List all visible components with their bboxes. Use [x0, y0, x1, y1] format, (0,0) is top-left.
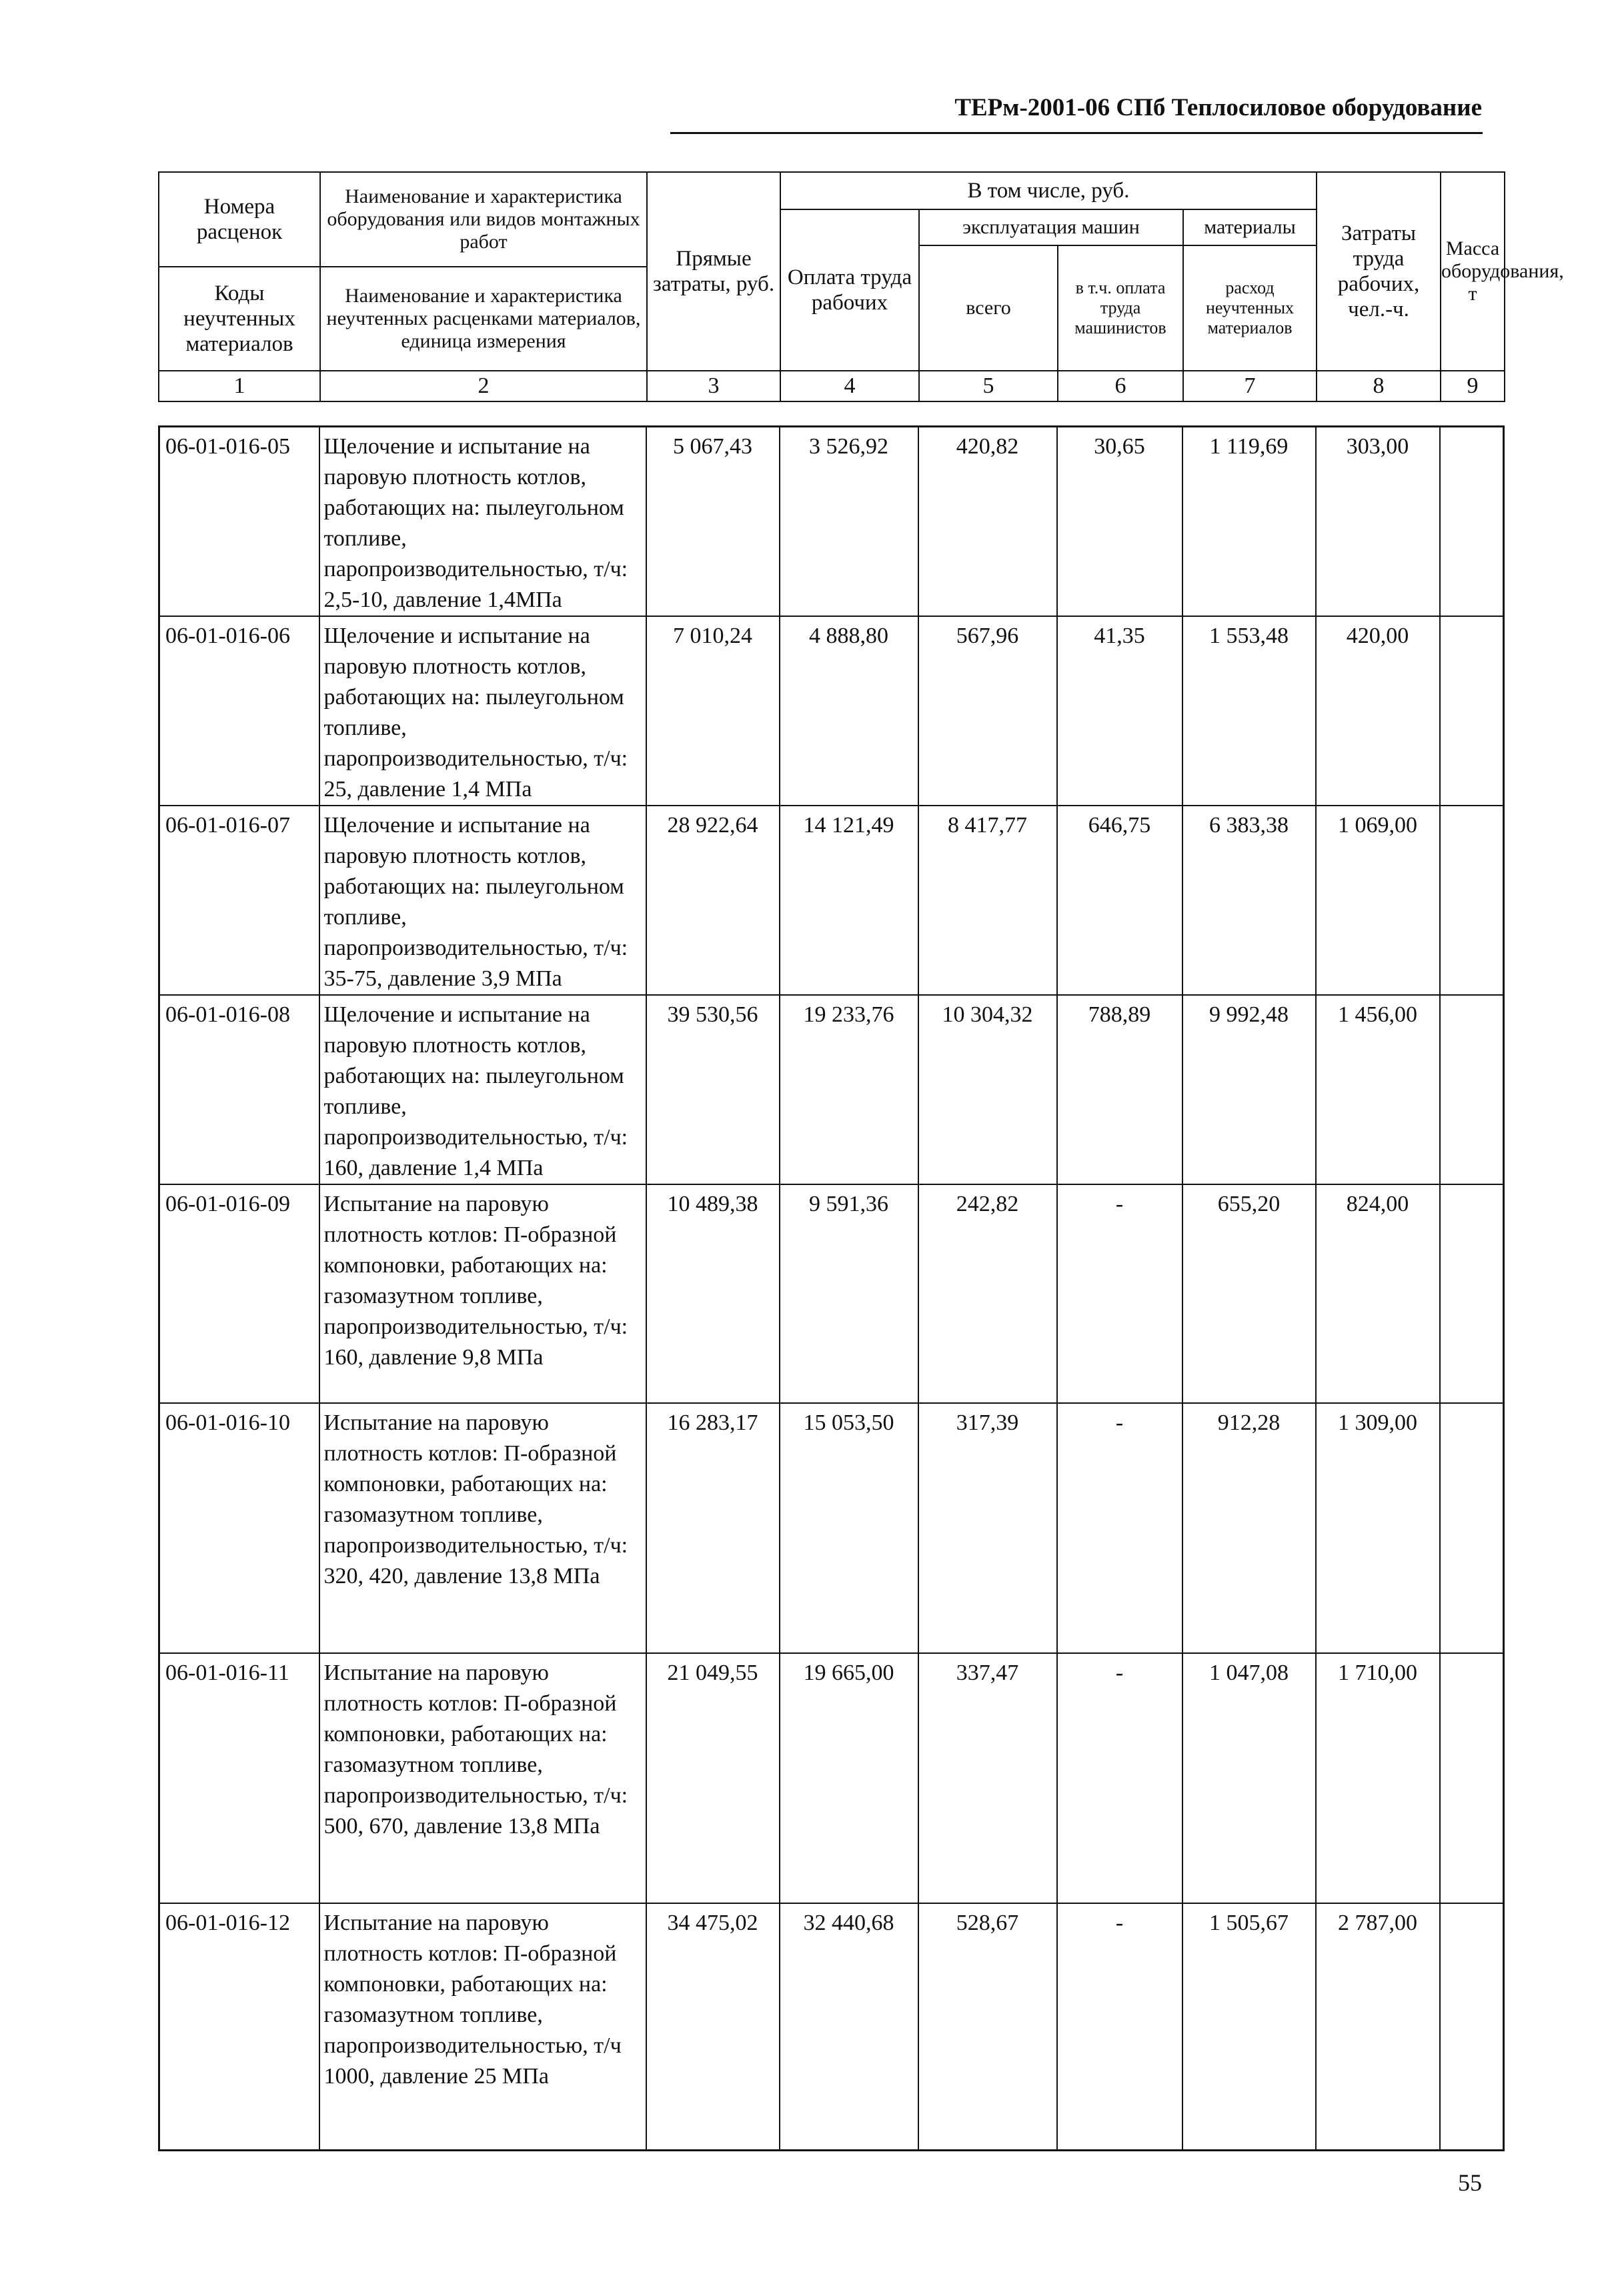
- col-number: 8: [1317, 371, 1441, 401]
- worker-pay: 4 888,80: [780, 616, 918, 806]
- materials-cost: 6 383,38: [1182, 806, 1316, 995]
- worker-pay: 19 233,76: [780, 995, 918, 1184]
- col-header-operator-pay: в т.ч. оплата труда машинистов: [1058, 245, 1183, 371]
- title-rule: [670, 132, 1483, 134]
- materials-cost: 1 119,69: [1182, 427, 1316, 617]
- machines-total: 337,47: [918, 1653, 1057, 1903]
- col-header-labor-hours: Затраты труда рабочих, чел.-ч.: [1317, 172, 1441, 371]
- machines-total: 567,96: [918, 616, 1057, 806]
- direct-costs: 21 049,55: [646, 1653, 780, 1903]
- col-header-rate-numbers: Номера расценок: [159, 172, 320, 267]
- operator-pay: 41,35: [1057, 616, 1182, 806]
- direct-costs: 28 922,64: [646, 806, 780, 995]
- worker-pay: 19 665,00: [780, 1653, 918, 1903]
- machines-total: 420,82: [918, 427, 1057, 617]
- labor-hours: 1 069,00: [1316, 806, 1440, 995]
- col-number: 2: [320, 371, 647, 401]
- work-description: Испытание на паровую плотность котлов: П-образной компоновки, работающих на: газомазутном топливе, паропроизводительностью, т/ч: 500, 670, давление 13,8 МПа: [319, 1653, 646, 1903]
- col-number: 1: [159, 371, 320, 401]
- materials-cost: 655,20: [1182, 1184, 1316, 1403]
- operator-pay: 30,65: [1057, 427, 1182, 617]
- table-row: [159, 1903, 1504, 2150]
- direct-costs: 39 530,56: [646, 995, 780, 1184]
- table-row: [159, 806, 1504, 995]
- machines-total: 10 304,32: [918, 995, 1057, 1184]
- materials-cost: 912,28: [1182, 1403, 1316, 1653]
- equipment-mass: [1440, 1903, 1504, 2150]
- labor-hours: 420,00: [1316, 616, 1440, 806]
- col-header-materials: материалы: [1183, 209, 1317, 245]
- equipment-mass: [1440, 427, 1504, 617]
- rate-code: 06-01-016-05: [159, 427, 319, 617]
- col-header-equipment-mass: Масса оборудования, т: [1441, 172, 1505, 371]
- col-number: 4: [780, 371, 919, 401]
- col-header-including-group: В том числе, руб.: [780, 172, 1317, 209]
- worker-pay: 9 591,36: [780, 1184, 918, 1403]
- equipment-mass: [1440, 1403, 1504, 1653]
- col-header-direct-costs: Прямые затраты, руб.: [647, 172, 780, 371]
- worker-pay: 14 121,49: [780, 806, 918, 995]
- col-number: 3: [647, 371, 780, 401]
- labor-hours: 303,00: [1316, 427, 1440, 617]
- work-description: Испытание на паровую плотность котлов: П-образной компоновки, работающих на: газомазутном топливе, паропроизводительностью, т/ч 1000, давление 25 МПа: [319, 1903, 646, 2150]
- col-header-worker-pay: Оплата труда рабочих: [780, 209, 919, 371]
- equipment-mass: [1440, 806, 1504, 995]
- col-header-material-name: Наименование и характеристика неучтенных расценками материалов, единица измерения: [320, 267, 647, 371]
- document-title: ТЕРм-2001-06 СПб Теплосиловое оборудование: [954, 94, 1482, 121]
- operator-pay: -: [1057, 1403, 1182, 1653]
- rate-code: 06-01-016-08: [159, 995, 319, 1184]
- machines-total: 528,67: [918, 1903, 1057, 2150]
- direct-costs: 5 067,43: [646, 427, 780, 617]
- equipment-mass: [1440, 995, 1504, 1184]
- work-description: Щелочение и испытание на паровую плотность котлов, работающих на: пылеугольном топливе, паропроизводительностью, т/ч: 2,5-10, давление 1,4МПа: [319, 427, 646, 617]
- work-description: Щелочение и испытание на паровую плотность котлов, работающих на: пылеугольном топливе, паропроизводительностью, т/ч: 25, давление 1,4 МПа: [319, 616, 646, 806]
- rate-code: 06-01-016-10: [159, 1403, 319, 1653]
- work-description: Щелочение и испытание на паровую плотность котлов, работающих на: пылеугольном топливе, паропроизводительностью, т/ч: 35-75, давление 3,9 МПа: [319, 806, 646, 995]
- table-row: [159, 1653, 1504, 1903]
- labor-hours: 2 787,00: [1316, 1903, 1440, 2150]
- materials-cost: 9 992,48: [1182, 995, 1316, 1184]
- worker-pay: 3 526,92: [780, 427, 918, 617]
- table-row: [159, 1184, 1504, 1403]
- col-header-machines-total: всего: [919, 245, 1058, 371]
- labor-hours: 1 710,00: [1316, 1653, 1440, 1903]
- equipment-mass: [1440, 616, 1504, 806]
- work-description: Испытание на паровую плотность котлов: П-образной компоновки, работающих на: газомазутном топливе, паропроизводительностью, т/ч: 160, давление 9,8 МПа: [319, 1184, 646, 1403]
- labor-hours: 1 309,00: [1316, 1403, 1440, 1653]
- table-row: [159, 616, 1504, 806]
- rate-code: 06-01-016-07: [159, 806, 319, 995]
- col-header-unaccounted-materials: расход неучтенных материалов: [1183, 245, 1317, 371]
- labor-hours: 1 456,00: [1316, 995, 1440, 1184]
- table-row: [159, 1403, 1504, 1653]
- rate-code: 06-01-016-12: [159, 1903, 319, 2150]
- table-header: [158, 171, 1564, 402]
- operator-pay: 646,75: [1057, 806, 1182, 995]
- table-row: [159, 995, 1504, 1184]
- rate-code: 06-01-016-11: [159, 1653, 319, 1903]
- rate-code: 06-01-016-09: [159, 1184, 319, 1403]
- col-number: 5: [919, 371, 1058, 401]
- materials-cost: 1 553,48: [1182, 616, 1316, 806]
- equipment-mass: [1440, 1184, 1504, 1403]
- machines-total: 317,39: [918, 1403, 1057, 1653]
- materials-cost: 1 047,08: [1182, 1653, 1316, 1903]
- worker-pay: 15 053,50: [780, 1403, 918, 1653]
- col-number: 9: [1441, 371, 1505, 401]
- equipment-mass: [1440, 1653, 1504, 1903]
- operator-pay: 788,89: [1057, 995, 1182, 1184]
- col-number: 7: [1183, 371, 1317, 401]
- rates-table: [158, 425, 1505, 2151]
- page-number: 55: [1458, 2169, 1482, 2196]
- col-header-machines: эксплуатация машин: [919, 209, 1183, 245]
- worker-pay: 32 440,68: [780, 1903, 918, 2150]
- rate-code: 06-01-016-06: [159, 616, 319, 806]
- col-number: 6: [1058, 371, 1183, 401]
- col-header-material-codes: Коды неучтенных материалов: [159, 267, 320, 371]
- machines-total: 8 417,77: [918, 806, 1057, 995]
- operator-pay: -: [1057, 1184, 1182, 1403]
- operator-pay: -: [1057, 1903, 1182, 2150]
- operator-pay: -: [1057, 1653, 1182, 1903]
- work-description: Испытание на паровую плотность котлов: П-образной компоновки, работающих на: газомазутном топливе, паропроизводительностью, т/ч: 320, 420, давление 13,8 МПа: [319, 1403, 646, 1653]
- table-row: [159, 427, 1504, 617]
- direct-costs: 7 010,24: [646, 616, 780, 806]
- machines-total: 242,82: [918, 1184, 1057, 1403]
- direct-costs: 16 283,17: [646, 1403, 780, 1653]
- work-description: Щелочение и испытание на паровую плотность котлов, работающих на: пылеугольном топливе, паропроизводительностью, т/ч: 160, давление 1,4 МПа: [319, 995, 646, 1184]
- materials-cost: 1 505,67: [1182, 1903, 1316, 2150]
- direct-costs: 34 475,02: [646, 1903, 780, 2150]
- labor-hours: 824,00: [1316, 1184, 1440, 1403]
- direct-costs: 10 489,38: [646, 1184, 780, 1403]
- col-header-work-name: Наименование и характеристика оборудования или видов монтажных работ: [320, 172, 647, 267]
